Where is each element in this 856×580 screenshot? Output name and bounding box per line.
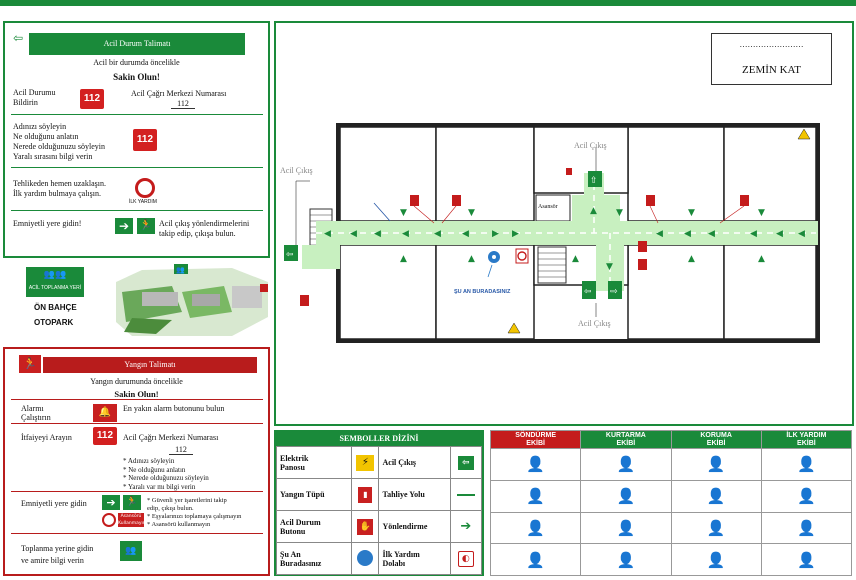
svg-text:◀: ◀ [350,229,357,239]
svg-text:⇦: ⇦ [286,250,294,260]
exit-label-bottom: Acil Çıkış [578,319,611,328]
alarm-button-icon: 🔔 [93,404,117,422]
fire-safe-bullets: * Güvenli yer işaretlerini takip edip, çıkışı bulun. * Eşyalarınızı toplamaya çalışmayın * Asansörü kullanmayın [147,497,242,528]
team-table [490,430,852,576]
emergency-steps: Adınızı söyleyin Ne olduğunu anlatın Nerede olduğunuzu söyleyin Yaralı sırasını bilgi verin [13,122,105,161]
exit-label-top: Acil Çıkış [574,141,607,150]
team-header-0: SÖNDÜRME EKİBİ [491,431,581,449]
legend-evacuation-route: Tahliye Yolu [379,479,450,511]
you-are-here-label: ŞU AN BURADASINIZ [454,289,511,295]
svg-text:▼: ▼ [606,262,613,272]
first-aid-cabinet-icon [516,249,528,263]
running-man-icon: 🏃 [137,218,155,234]
person-icon: 👤 [616,455,636,474]
team-member-slot [671,449,761,481]
emergency-away: Tehlikeden hemen uzaklaşın. İlk yardım bulmaya çalışın. [13,179,106,198]
arrow-right-icon: ➔ [115,218,133,234]
fire-arrow-icon: ➔ [102,495,120,510]
assembly-line2: OTOPARK [34,318,74,327]
alarm-button-icon: ✋ [352,511,379,543]
svg-text:◀: ◀ [462,229,469,239]
team-member-slot [671,512,761,544]
first-aid-label: İLK YARDIM [129,199,157,205]
assembly-point-icon: 👥 [120,541,142,561]
fire-calm: Sakin Olun! [114,389,159,399]
svg-text:⇨: ⇨ [610,287,618,297]
fire-safe-place: Emniyetli yere gidin [21,499,87,508]
no-elevator-icon [102,513,116,527]
direction-arrow-icon: ➔ [450,511,481,543]
person-icon: 👤 [797,487,816,506]
electric-panel-icon: ⚡ [352,447,379,479]
person-icon: 👤 [797,518,816,537]
team-header-3: İLK YARDIM EKİBİ [761,431,851,449]
person-icon: 👤 [526,550,545,569]
emergency-report: Acil Durumu Bildirin [13,88,56,107]
person-icon: 👤 [797,455,816,474]
floor-name: ZEMİN KAT [742,64,801,76]
svg-text:▲: ▲ [758,254,765,264]
person-icon: 👤 [616,550,636,569]
person-icon: 👤 [526,455,545,474]
svg-text:👥: 👥 [176,266,185,274]
person-icon: 👤 [526,518,545,537]
svg-text:▼: ▼ [616,208,623,218]
svg-text:◀: ◀ [656,229,663,239]
no-elevator-label: Asansörü Kullanmayın [118,514,146,526]
svg-text:◀: ◀ [798,229,805,239]
legend-you-are-here: Şu An Buradasınız [277,543,352,575]
team-member-slot [581,544,671,576]
person-icon: 👤 [616,487,636,506]
exit-label-left: Acil Çıkış [280,166,313,175]
fire-extinguisher-icon: ▮ [352,479,379,511]
svg-text:◀: ◀ [402,229,409,239]
team-member-slot [581,480,671,512]
team-row [491,449,852,481]
svg-text:▲: ▲ [468,254,475,264]
first-aid-cabinet-icon: ◐ [450,543,481,575]
emergency-call-center: Acil Çağrı Merkezi Numarası [131,89,227,98]
fire-number: 112 [169,445,193,455]
fire-running-icon: 🏃 [123,495,141,510]
svg-text:◀: ◀ [684,229,691,239]
svg-text:⇧: ⇧ [590,176,598,186]
team-member-slot [491,544,581,576]
legend-emergency-exit: Acil Çıkış [379,447,450,479]
team-member-slot [761,480,851,512]
fire-alarm: Alarmı Çalıştırın [21,404,51,422]
number-112-icon-2: 112 [133,129,157,151]
svg-text:◀: ◀ [750,229,757,239]
legend-fire-extinguisher: Yangın Tüpü [277,479,352,511]
svg-text:▼: ▼ [688,208,695,218]
exit-sign-top [588,171,602,187]
emergency-intro: Acil bir durumda öncelikle [93,58,180,67]
elevator-label: Asansör [538,204,558,210]
staircase-center [538,247,566,283]
assembly-area-map [112,262,270,340]
emergency-title: Acil Durum Talimatı [29,33,245,55]
person-icon: 👤 [706,455,726,474]
legend-title: SEMBOLLER DİZİNİ [276,432,482,446]
floor-plan-panel [274,21,854,426]
fire-intro: Yangın durumunda öncelikle [90,377,183,386]
top-banner [0,0,856,6]
fire-call: İtfaiyeyi Arayın [21,433,72,442]
legend-electric-panel: Elektrik Panosu [277,447,352,479]
svg-text:◀: ◀ [776,229,783,239]
team-member-slot [491,480,581,512]
svg-text:▼: ▼ [400,208,407,218]
team-member-slot [761,544,851,576]
team-row [491,512,852,544]
person-icon: 👤 [706,487,726,506]
person-icon: 👤 [706,518,726,537]
emergency-calm: Sakin Olun! [113,72,160,82]
legend-direction: Yönlendirme [379,511,450,543]
team-member-slot [761,449,851,481]
fire-exit-icon: 🏃 [19,355,41,373]
exit-sign-bottom-1 [582,281,596,299]
svg-text:▲: ▲ [590,206,597,216]
floor-dots: …………………… [739,40,804,49]
svg-text:▲: ▲ [572,254,579,264]
svg-text:◀: ◀ [708,229,715,239]
team-member-slot [581,512,671,544]
person-icon: 👤 [797,550,816,569]
team-header-2: KORUMA EKİBİ [671,431,761,449]
assembly-line1: ÖN BAHÇE [34,303,77,312]
svg-text:▲: ▲ [688,254,695,264]
assembly-sign-label: ACİL TOPLANMA YERİ [28,285,82,291]
fire-call-center: Acil Çağrı Merkezi Numarası [123,433,219,442]
svg-text:▶: ▶ [492,229,499,239]
legend-route-line [450,479,481,511]
exit-sign-left [284,245,298,261]
svg-text:▼: ▼ [758,208,765,218]
legend-panel [274,430,484,576]
exit-sign-bottom-2 [608,281,622,299]
fire-alarm-text: En yakın alarm butonunu bulun [123,404,225,413]
svg-text:◀: ◀ [434,229,441,239]
svg-text:▼: ▼ [468,208,475,218]
legend-exit-icon: ⇦ [450,447,481,479]
team-row [491,480,852,512]
person-icon: 👤 [526,487,545,506]
svg-text:▲: ▲ [400,254,407,264]
person-icon: 👤 [616,518,636,537]
person-icon: 👤 [706,550,726,569]
emergency-number: 112 [171,99,195,109]
fire-assembly: Toplanma yerine gidin ve amire bilgi verin [21,544,94,565]
team-row [491,544,852,576]
team-header-1: KURTARMA EKİBİ [581,431,671,449]
number-112-icon: 112 [80,89,104,109]
emergency-exit-icon: ⇦ [13,31,24,45]
team-member-slot [671,544,761,576]
legend-first-aid: İlk Yardım Dolabı [379,543,450,575]
emergency-safe-place: Emniyetli yere gidin! [13,219,82,228]
svg-text:◀: ◀ [324,229,331,239]
first-aid-icon [135,178,155,198]
svg-text:⇦: ⇦ [584,287,592,297]
team-member-slot [491,512,581,544]
emergency-exit-text: Acil çıkış yönlendirmelerini takip edip, çıkışa bulun. [159,219,250,238]
assembly-sign: 👥👥 ACİL TOPLANMA YERİ [26,267,84,297]
svg-text:◀: ◀ [374,229,381,239]
fire-bullets: * Adınızı söyleyin * Ne olduğunu anlatın * Nerede olduğunuzu söyleyin * Yaralı var mı bilgi verin [123,457,209,491]
team-member-slot [581,449,671,481]
you-are-here-icon [352,543,379,575]
emergency-panel [3,21,270,258]
floor-plan [276,23,852,424]
fire-112-icon: 112 [93,427,117,445]
team-member-slot [761,512,851,544]
svg-text:▶: ▶ [512,229,519,239]
fire-panel [3,347,270,576]
fire-title: Yangın Talimatı [43,357,257,373]
legend-alarm-button: Acil Durum Butonu [277,511,352,543]
team-member-slot [491,449,581,481]
team-member-slot [671,480,761,512]
